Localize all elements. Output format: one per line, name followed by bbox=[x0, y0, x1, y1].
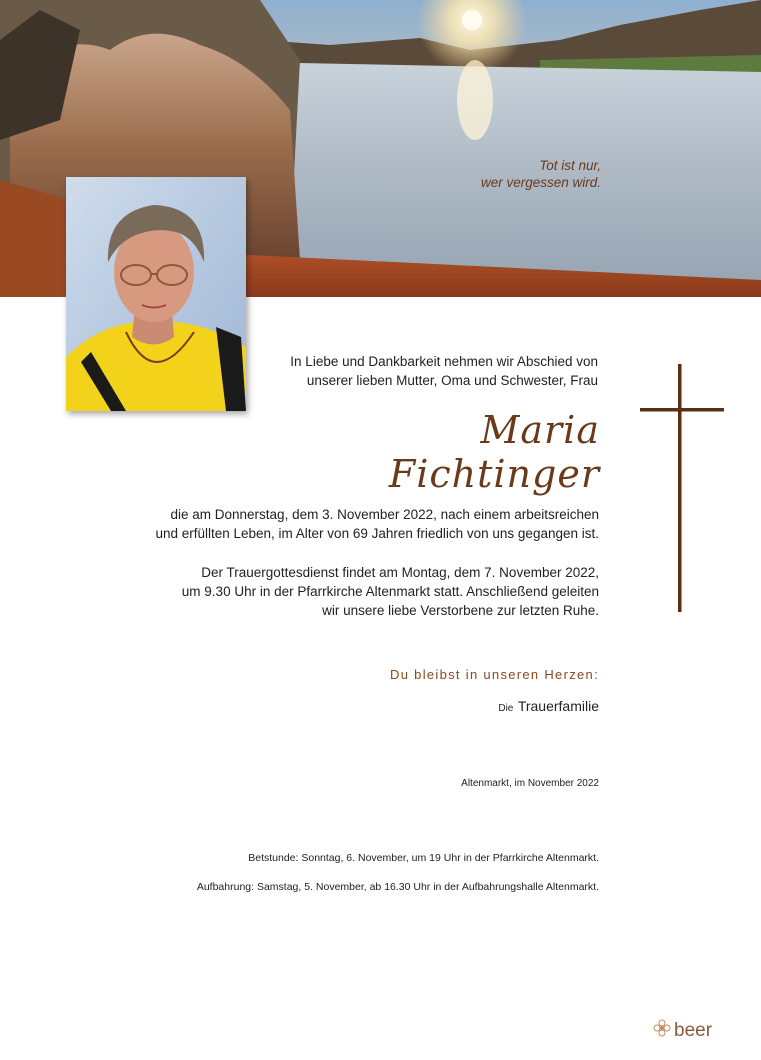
flower-icon bbox=[653, 1019, 671, 1043]
portrait-photo bbox=[66, 177, 246, 411]
cross-icon bbox=[640, 364, 725, 614]
place-date: Altenmarkt, im November 2022 bbox=[461, 778, 599, 789]
family-prefix: Die bbox=[498, 703, 514, 714]
laying-out-info: Aufbahrung: Samstag, 5. November, ab 16.30 Uhr in der Aufbahrungshalle Altenmarkt. bbox=[196, 881, 599, 893]
funeral-home-logo bbox=[653, 1019, 712, 1043]
death-notice-line-2: und erfüllten Leben, im Alter von 69 Jahren friedlich von uns gegangen ist. bbox=[155, 526, 599, 541]
death-notice-line-1: die am Donnerstag, dem 3. November 2022, nach einem arbeitsreichen bbox=[170, 507, 599, 522]
intro-line-1: In Liebe und Dankbarkeit nehmen wir Abschied von bbox=[290, 354, 598, 369]
family-label: Trauerfamilie bbox=[517, 698, 599, 714]
logo-text: beer bbox=[674, 1020, 713, 1041]
intro-text bbox=[240, 352, 598, 390]
funeral-service-info bbox=[119, 563, 599, 620]
deceased-name: Maria Fichtinger bbox=[388, 408, 600, 496]
service-line-1: Der Trauergottesdienst findet am Montag, dem 7. November 2022, bbox=[201, 565, 599, 580]
quote-line-2: wer vergessen wird. bbox=[480, 175, 601, 190]
service-line-3: wir unsere liebe Verstorbene zur letzten Ruhe. bbox=[322, 603, 599, 618]
prayer-hour-info: Betstunde: Sonntag, 6. November, um 19 Uhr in der Pfarrkirche Altenmarkt. bbox=[248, 852, 599, 864]
intro-line-2: unserer lieben Mutter, Oma und Schwester, Frau bbox=[306, 373, 598, 388]
memorial-quote bbox=[481, 157, 601, 191]
quote-line-1: Tot ist nur, bbox=[539, 158, 601, 173]
memorial-motto: Du bleibst in unseren Herzen: bbox=[390, 667, 599, 682]
death-notice bbox=[119, 505, 599, 543]
family-signature bbox=[498, 698, 599, 716]
service-line-2: um 9.30 Uhr in der Pfarrkirche Altenmarkt statt. Anschließend geleiten bbox=[181, 584, 599, 599]
